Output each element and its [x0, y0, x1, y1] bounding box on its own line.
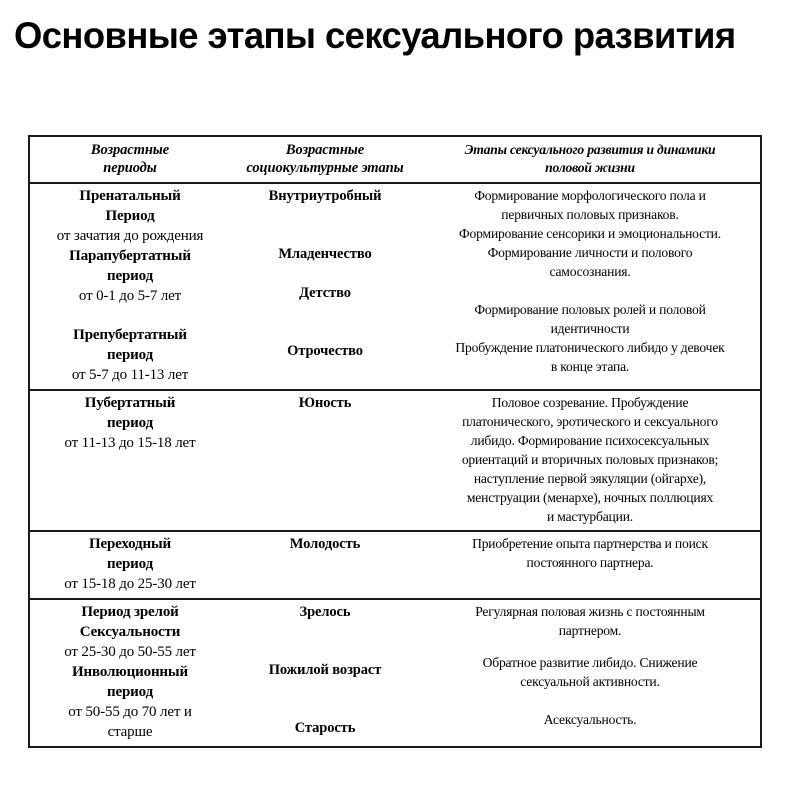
description-line: Обратное развитие либидо. Снижение — [482, 655, 698, 670]
spacer — [234, 264, 416, 283]
description-line: Регулярная половая жизнь с постоянным — [475, 604, 705, 619]
spacer — [234, 680, 416, 699]
spacer — [234, 303, 416, 322]
cell-sexual-development — [420, 531, 760, 599]
period-range: от 25-30 до 50-55 лет — [64, 644, 196, 660]
spacer — [234, 322, 416, 341]
period-name-line: Переходный — [88, 536, 172, 552]
description-line: Пробуждение платонического либидо у девочек — [455, 340, 725, 355]
description-line: и мастурбации. — [547, 509, 633, 524]
description-line: самосознания. — [549, 264, 631, 279]
age-period-group — [30, 600, 230, 746]
description-line: менструации (менархе), ночных поллюциях — [466, 490, 714, 505]
description-line: Формирование сенсорики и эмоциональности. — [459, 226, 721, 241]
stages-table — [30, 137, 760, 746]
description-line: первичных половых признаков. — [501, 207, 679, 222]
spacer — [424, 640, 756, 653]
period-range: от 0-1 до 5-7 лет — [78, 288, 182, 304]
stage-label: Отрочество — [287, 343, 363, 359]
column-header-sexual-development-stages — [420, 137, 760, 183]
spacer — [234, 206, 416, 225]
spacer — [234, 641, 416, 660]
header-line: Возрастные — [90, 142, 170, 158]
cell-sociocultural-stages — [230, 599, 420, 746]
stage-group — [230, 600, 420, 742]
description-line: Приобретение опыта партнерства и поиск — [472, 536, 708, 551]
period-name-line: период — [106, 347, 154, 363]
description-group — [420, 391, 760, 530]
period-name-line: Препубертатный — [73, 327, 187, 343]
stage-label: Младенчество — [278, 246, 372, 262]
cell-sexual-development — [420, 183, 760, 390]
header-line: Возрастные — [285, 142, 365, 158]
spacer — [424, 281, 756, 300]
age-period-group — [30, 391, 230, 457]
table-row — [30, 390, 760, 531]
description-line: Асексуальность. — [543, 712, 637, 727]
description-line: Формирование личности и полового — [487, 245, 693, 260]
description-line: постоянного партнера. — [526, 555, 654, 570]
description-group — [420, 532, 760, 576]
period-name-line: Парапубертатный — [69, 248, 191, 264]
period-name-line: период — [106, 684, 154, 700]
period-name-line: период — [106, 556, 154, 572]
description-line: ориентаций и вторичных половых признаков; — [461, 452, 719, 467]
table-row — [30, 531, 760, 599]
header-line: Этапы сексуального развития и динамики — [464, 142, 716, 157]
column-header-sociocultural-stages — [230, 137, 420, 183]
description-group — [420, 184, 760, 380]
cell-age-periods — [30, 390, 230, 531]
table-row — [30, 183, 760, 390]
spacer — [424, 691, 756, 710]
period-range: старше — [107, 724, 153, 740]
stage-label: Старость — [294, 720, 356, 736]
description-group — [420, 600, 760, 733]
header-line: периоды — [103, 160, 157, 176]
spacer — [234, 699, 416, 718]
description-line: наступление первой эякуляции (ойгархе), — [473, 471, 707, 486]
cell-sexual-development — [420, 390, 760, 531]
column-header-age-periods — [30, 137, 230, 183]
stage-label: Пожилой возраст — [268, 662, 382, 678]
description-line: либидо. Формирование психосексуальных — [470, 433, 710, 448]
description-line: платонического, эротического и сексуального — [462, 414, 718, 429]
spacer — [34, 306, 226, 325]
period-name-line: Период зрелой — [81, 604, 179, 620]
stages-table-container — [28, 135, 762, 748]
period-name-line: Пренатальный — [79, 188, 181, 204]
stage-label: Юность — [298, 395, 352, 411]
period-name-line: Период — [105, 208, 155, 224]
period-range: от 50-55 до 70 лет и — [68, 704, 192, 720]
stage-group — [230, 391, 420, 417]
cell-sociocultural-stages — [230, 531, 420, 599]
period-range: от 15-18 до 25-30 лет — [64, 576, 196, 592]
period-name-line: период — [106, 268, 154, 284]
period-range: от зачатия до рождения — [56, 228, 204, 244]
description-line: идентичности — [550, 321, 630, 336]
cell-age-periods — [30, 531, 230, 599]
description-line: партнером. — [558, 623, 622, 638]
page-title: Основные этапы сексуального развития — [14, 15, 736, 56]
cell-age-periods — [30, 599, 230, 746]
period-name-line: Инволюционный — [72, 664, 188, 680]
table-header-row — [30, 137, 760, 183]
description-line: сексуальной активности. — [520, 674, 660, 689]
cell-age-periods — [30, 183, 230, 390]
cell-sociocultural-stages — [230, 390, 420, 531]
stage-label: Молодость — [289, 536, 361, 552]
table-body — [30, 183, 760, 746]
cell-sociocultural-stages — [230, 183, 420, 390]
stage-label: Зрелось — [299, 604, 351, 620]
table-row — [30, 599, 760, 746]
cell-sexual-development — [420, 599, 760, 746]
spacer — [234, 622, 416, 641]
description-line: Половое созревание. Пробуждение — [491, 395, 689, 410]
period-range: от 11-13 до 15-18 лет — [64, 435, 196, 451]
stage-group — [230, 532, 420, 558]
description-line: Формирование морфологического пола и — [474, 188, 706, 203]
stage-group — [230, 184, 420, 365]
age-period-group — [30, 532, 230, 598]
age-period-group — [30, 184, 230, 389]
stage-label: Детство — [299, 285, 351, 301]
period-name-line: Сексуальности — [79, 624, 181, 640]
description-line: Формирование половых ролей и половой — [474, 302, 706, 317]
period-range: от 5-7 до 11-13 лет — [71, 367, 189, 383]
spacer — [234, 225, 416, 244]
stage-label: Внутриутробный — [268, 188, 382, 204]
header-line: социокультурные этапы — [246, 160, 404, 176]
table-header — [30, 137, 760, 183]
description-line: в конце этапа. — [550, 359, 630, 374]
period-name-line: Пубертатный — [84, 395, 176, 411]
period-name-line: период — [106, 415, 154, 431]
header-line: половой жизни — [545, 160, 635, 175]
